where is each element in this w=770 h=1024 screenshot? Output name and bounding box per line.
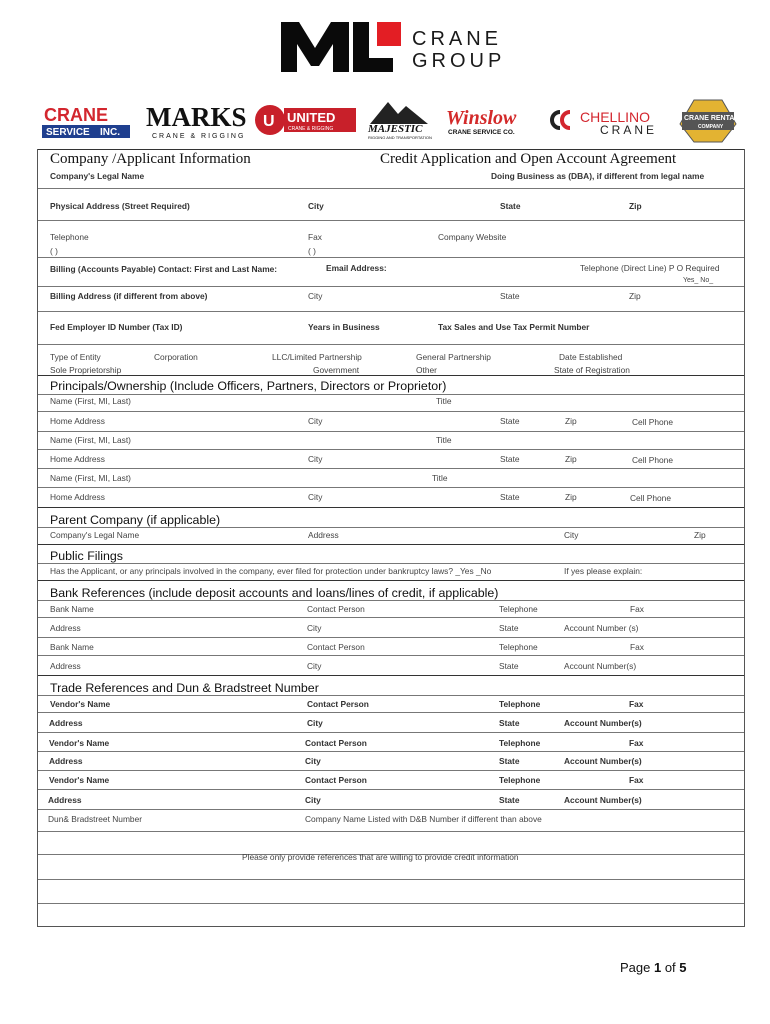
principal-3-name[interactable]: Name (First, MI, Last) xyxy=(50,473,131,483)
entity-sole-prop-option[interactable]: Sole Proprietorship xyxy=(50,365,122,375)
svg-text:UNITED: UNITED xyxy=(287,110,336,125)
billing-address-field[interactable]: Billing Address (if different from above) xyxy=(50,291,208,301)
crane-rental-company-logo xyxy=(676,98,740,144)
po-required-yes-no[interactable]: Yes_ No_ xyxy=(683,277,714,284)
physical-state-field[interactable]: State xyxy=(500,201,521,211)
svg-text:MAJESTIC: MAJESTIC xyxy=(368,123,423,135)
dnb-company-name-field[interactable]: Company Name Listed with D&B Number if different than above xyxy=(305,814,542,824)
svg-text:SERVICE: SERVICE xyxy=(46,127,90,138)
tax-permit-field[interactable]: Tax Sales and Use Tax Permit Number xyxy=(438,322,590,332)
trade-1-account[interactable]: Account Number(s) xyxy=(564,718,642,728)
svg-text:COMPANY: COMPANY xyxy=(698,124,724,130)
principal-2-zip[interactable]: Zip xyxy=(565,454,577,464)
trade-3-city[interactable]: City xyxy=(305,795,321,805)
section-title-parent-company: Parent Company (if applicable) xyxy=(50,513,221,527)
principal-1-city[interactable]: City xyxy=(308,416,323,426)
bank-1-telephone[interactable]: Telephone xyxy=(499,604,538,614)
form-top-rule xyxy=(38,149,744,150)
telephone-area-code[interactable]: ( ) xyxy=(50,246,58,256)
trade-2-address[interactable]: Address xyxy=(49,756,83,766)
entity-government-option[interactable]: Government xyxy=(313,365,360,375)
bankruptcy-explain-field[interactable]: If yes please explain: xyxy=(564,566,643,576)
svg-text:CRANE RENTAL: CRANE RENTAL xyxy=(684,115,739,122)
section-title-trade-references: Trade References and Dun & Bradstreet Number xyxy=(50,681,319,695)
svg-text:CRANE & RIGGING: CRANE & RIGGING xyxy=(288,126,334,132)
page-number: Page 1 of 5 xyxy=(620,960,687,975)
svg-text:CHELLINO: CHELLINO xyxy=(580,109,651,125)
section-title-public-filings: Public Filings xyxy=(50,549,123,563)
bank-2-address[interactable]: Address xyxy=(50,661,81,671)
crane-service-inc-logo xyxy=(40,98,138,144)
svg-text:CRANE: CRANE xyxy=(44,105,109,125)
bank-1-contact[interactable]: Contact Person xyxy=(307,604,365,614)
trade-2-city[interactable]: City xyxy=(305,756,321,766)
principal-3-zip[interactable]: Zip xyxy=(565,492,577,502)
bank-2-name[interactable]: Bank Name xyxy=(50,642,94,652)
billing-contact-field[interactable]: Billing (Accounts Payable) Contact: First and Last Name: xyxy=(50,264,278,274)
principal-2-name[interactable]: Name (First, MI, Last) xyxy=(50,435,131,445)
principal-3-city[interactable]: City xyxy=(308,492,323,502)
svg-text:U: U xyxy=(263,113,275,130)
winslow-crane-service-logo xyxy=(444,98,542,144)
bank-2-account[interactable]: Account Number(s) xyxy=(564,661,637,671)
marks-crane-rigging-logo xyxy=(146,98,246,144)
billing-state-field[interactable]: State xyxy=(500,291,520,301)
references-note: Please only provide references that are willing to provide credit information xyxy=(242,852,519,862)
bank-2-state[interactable]: State xyxy=(499,661,519,671)
principal-1-home-address[interactable]: Home Address xyxy=(50,416,105,426)
trade-2-contact[interactable]: Contact Person xyxy=(305,738,367,748)
svg-text:Winslow: Winslow xyxy=(446,107,517,129)
svg-text:CRANE & RIGGING: CRANE & RIGGING xyxy=(152,133,246,140)
principal-3-state[interactable]: State xyxy=(500,492,520,502)
principal-3-home-address[interactable]: Home Address xyxy=(50,492,105,502)
crane-group-wordmark: CRANE GROUP xyxy=(412,28,506,72)
principal-2-home-address[interactable]: Home Address xyxy=(50,454,105,464)
principal-1-title[interactable]: Title xyxy=(436,396,452,406)
ml-logo-mark xyxy=(281,18,431,72)
principal-2-cell[interactable]: Cell Phone xyxy=(632,455,673,465)
state-of-registration-field[interactable]: State of Registration xyxy=(554,365,630,375)
svg-text:RIGGING AND TRANSPORTATION: RIGGING AND TRANSPORTATION xyxy=(368,135,432,140)
bank-2-telephone[interactable]: Telephone xyxy=(499,642,538,652)
trade-1-fax[interactable]: Fax xyxy=(629,699,644,709)
entity-llc-option[interactable]: LLC/Limited Partnership xyxy=(272,352,362,362)
duns-number-field[interactable]: Dun& Bradstreet Number xyxy=(48,814,143,824)
entity-corporation-option[interactable]: Corporation xyxy=(154,352,198,362)
parent-zip-field[interactable]: Zip xyxy=(694,530,706,540)
trade-1-telephone[interactable]: Telephone xyxy=(499,699,541,709)
fein-field[interactable]: Fed Employer ID Number (Tax ID) xyxy=(50,322,183,332)
trade-1-city[interactable]: City xyxy=(307,718,323,728)
physical-address-field[interactable]: Physical Address (Street Required) xyxy=(50,201,190,211)
parent-legal-name-field[interactable]: Company's Legal Name xyxy=(50,530,140,540)
trade-3-state[interactable]: State xyxy=(499,795,520,805)
trade-2-vendor[interactable]: Vendor's Name xyxy=(49,738,110,748)
principal-1-cell[interactable]: Cell Phone xyxy=(632,417,673,427)
principal-1-name[interactable]: Name (First, MI, Last) xyxy=(50,396,131,406)
principal-1-state[interactable]: State xyxy=(500,416,520,426)
bank-1-state[interactable]: State xyxy=(499,623,519,633)
trade-2-telephone[interactable]: Telephone xyxy=(499,738,541,748)
entity-type-label: Type of Entity xyxy=(50,352,101,362)
trade-1-address[interactable]: Address xyxy=(49,718,83,728)
bank-1-address[interactable]: Address xyxy=(50,623,81,633)
billing-city-field[interactable]: City xyxy=(308,291,323,301)
date-established-field[interactable]: Date Established xyxy=(559,352,623,362)
bank-2-city[interactable]: City xyxy=(307,661,322,671)
billing-zip-field[interactable]: Zip xyxy=(629,291,641,301)
direct-line-field[interactable]: Telephone (Direct Line) P O Required xyxy=(580,263,720,273)
parent-city-field[interactable]: City xyxy=(564,530,579,540)
principal-3-title[interactable]: Title xyxy=(432,473,448,483)
svg-text:CRANE SERVICE CO.: CRANE SERVICE CO. xyxy=(448,129,515,136)
principal-2-title[interactable]: Title xyxy=(436,435,452,445)
trade-3-telephone[interactable]: Telephone xyxy=(499,775,541,785)
trade-1-vendor[interactable]: Vendor's Name xyxy=(50,699,111,709)
trade-1-state[interactable]: State xyxy=(499,718,520,728)
trade-2-fax[interactable]: Fax xyxy=(629,738,644,748)
trade-3-contact[interactable]: Contact Person xyxy=(305,775,367,785)
bank-1-city[interactable]: City xyxy=(307,623,322,633)
dba-field[interactable]: Doing Business as (DBA), if different from legal name xyxy=(491,171,705,181)
trade-3-fax[interactable]: Fax xyxy=(629,775,644,785)
united-crane-rigging-logo xyxy=(254,98,358,144)
years-in-business-field[interactable]: Years in Business xyxy=(308,322,380,332)
entity-general-partnership-option[interactable]: General Partnership xyxy=(416,352,491,362)
entity-other-option[interactable]: Other xyxy=(416,365,437,375)
bank-1-fax[interactable]: Fax xyxy=(630,604,644,614)
bank-2-contact[interactable]: Contact Person xyxy=(307,642,365,652)
email-address-field[interactable]: Email Address: xyxy=(326,263,387,273)
trade-2-state[interactable]: State xyxy=(499,756,520,766)
fax-area-code[interactable]: ( ) xyxy=(308,246,316,256)
chellino-crane-logo xyxy=(550,98,672,144)
form-title: Credit Application and Open Account Agreement xyxy=(380,151,677,167)
trade-3-account[interactable]: Account Number(s) xyxy=(564,795,642,805)
section-title-company-info: Company /Applicant Information xyxy=(50,151,251,167)
trade-3-address[interactable]: Address xyxy=(48,795,82,805)
bank-1-name[interactable]: Bank Name xyxy=(50,604,94,614)
bankruptcy-question[interactable]: Has the Applicant, or any principals involved in the company, ever filed for protection under bankruptcy laws? _Yes _No xyxy=(50,566,492,576)
company-legal-name-field[interactable]: Company's Legal Name xyxy=(50,171,145,181)
company-website-field[interactable]: Company Website xyxy=(438,232,507,242)
trade-2-account[interactable]: Account Number(s) xyxy=(564,756,642,766)
bank-2-fax[interactable]: Fax xyxy=(630,642,644,652)
trade-3-vendor[interactable]: Vendor's Name xyxy=(49,775,110,785)
svg-text:INC.: INC. xyxy=(100,127,120,138)
partner-logos-row xyxy=(40,98,740,144)
section-title-principals: Principals/Ownership (Include Officers, Partners, Directors or Proprietor) xyxy=(50,379,447,393)
physical-city-field[interactable]: City xyxy=(308,201,324,211)
principal-3-cell[interactable]: Cell Phone xyxy=(630,493,671,503)
svg-text:CRANE: CRANE xyxy=(600,123,658,137)
ml-crane-group-logo xyxy=(281,16,511,76)
majestic-logo xyxy=(364,98,440,144)
svg-text:MARKS: MARKS xyxy=(146,102,246,132)
bank-1-account[interactable]: Account Number (s) xyxy=(564,623,639,633)
physical-zip-field[interactable]: Zip xyxy=(629,201,642,211)
principal-1-zip[interactable]: Zip xyxy=(565,416,577,426)
principal-2-state[interactable]: State xyxy=(500,454,520,464)
section-title-bank-references: Bank References (include deposit accounts and loans/lines of credit, if applicable) xyxy=(50,586,499,600)
parent-address-field[interactable]: Address xyxy=(308,530,339,540)
credit-application-form xyxy=(37,149,745,927)
telephone-field[interactable]: Telephone xyxy=(50,232,89,242)
principal-2-city[interactable]: City xyxy=(308,454,323,464)
trade-1-contact[interactable]: Contact Person xyxy=(307,699,369,709)
fax-field[interactable]: Fax xyxy=(308,232,322,242)
